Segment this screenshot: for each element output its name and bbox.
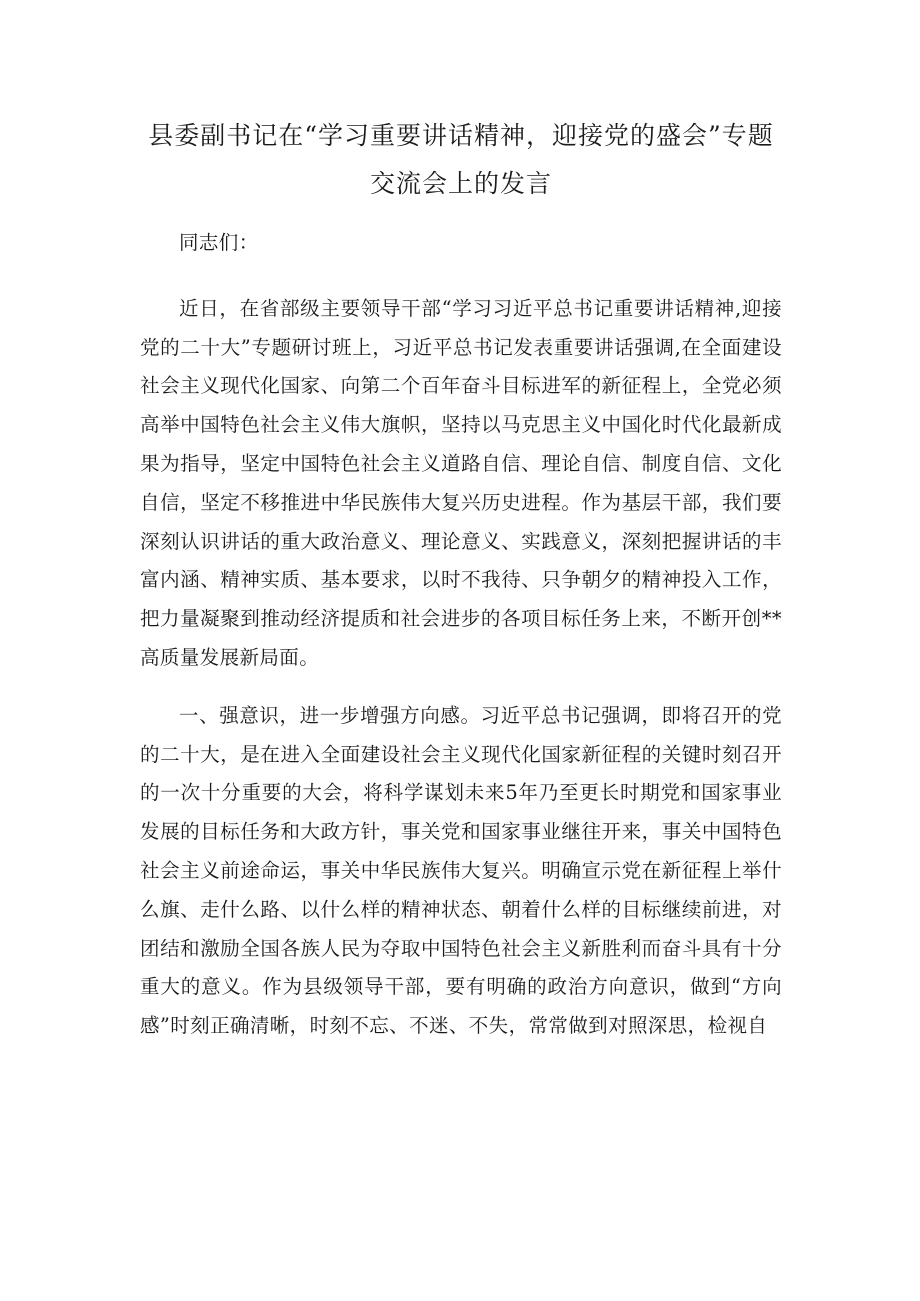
section-one-paragraph: 一、强意识，进一步增强方向感。习近平总书记强调，即将召开的党的二十大，是在进入全面建设社会主义现代化国家新征程的关键时刻召开的一次十分重要的大会，将科学谋划未来5年乃至更长时期党和国家事业发展的目标任务和大政方针，事关党和国家事业继往开来，事关中国特色社会主义前途命运，事关中华民族伟大复兴。明确宣示党在新征程上举什么旗、走什么路、以什么样的精神状态、朝着什么样的目标继续前进，对团结和激励全国各族人民为夺取中国特色社会主义新胜利而奋斗具有十分重大的意义。作为县级领导干部，要有明确的政治方向意识，做到“方向感”时刻正确清晰，时刻不忘、不迷、不失，常常做到对照深思，检视自 — [140, 703, 782, 1038]
salutation-paragraph: 同志们： — [179, 231, 259, 254]
document-title: 县委副书记在“学习重要讲话精神，迎接党的盛会”专题交流会上的发言 — [148, 121, 774, 198]
document-body — [140, 224, 782, 1065]
intro-paragraph: 近日，在省部级主要领导干部“学习习近平总书记重要讲话精神,迎接党的二十大”专题研讨班上，习近平总书记发表重要讲话强调,在全面建设社会主义现代化国家、向第二个百年奋斗目标进军的新征程上，全党必须高举中国特色社会主义伟大旗帜，坚持以马克思主义中国化时代化最新成果为指导，坚定中国特色社会主义道路自信、理论自信、制度自信、文化自信，坚定不移推进中华民族伟大复兴历史进程。作为基层干部，我们要深刻认识讲话的重大政治意义、理论意义、实践意义，深刻把握讲话的丰富内涵、精神实质、基本要求，以时不我待、只争朝夕的精神投入工作，把力量凝聚到推动经济提质和社会进步的各项目标任务上来，不断开创**高质量发展新局面。 — [140, 296, 782, 669]
